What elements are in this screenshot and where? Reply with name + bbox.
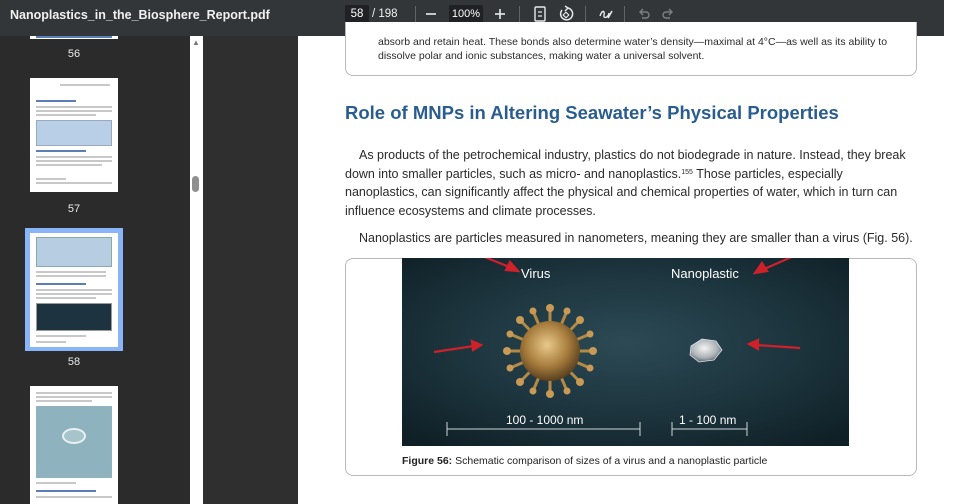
thumbnail-page-59[interactable] <box>30 386 118 504</box>
scale-label-nanoplastic: 1 - 100 nm <box>679 413 737 427</box>
figure-background <box>402 258 849 446</box>
rotate-button[interactable] <box>556 4 576 24</box>
fit-page-button[interactable] <box>530 4 550 24</box>
rotate-icon <box>556 4 576 24</box>
undo-icon <box>634 4 654 24</box>
thumbnail-label: 58 <box>67 356 81 368</box>
page-total: / 198 <box>372 8 398 20</box>
paragraph <box>345 229 917 248</box>
paragraph-text: As products of the petrochemical industry, plastics do not biodegrade in nature. Instead, they break down into smaller particles, such as micro- and nanoplastics. <box>345 148 906 181</box>
thumbnail-label: 57 <box>67 203 81 215</box>
reference-marker[interactable]: 155 <box>681 168 693 176</box>
thumbnail-page-56[interactable] <box>30 36 118 39</box>
draw-icon <box>596 4 616 24</box>
caption-label: Figure 56: <box>402 455 453 467</box>
viewer-background <box>203 36 298 504</box>
plus-icon <box>490 4 510 24</box>
sidebar-scrollbar-track[interactable] <box>190 36 203 504</box>
toolbar-divider <box>415 6 416 22</box>
scroll-up-arrow[interactable]: ▲ <box>192 38 200 47</box>
zoom-out-button[interactable] <box>421 4 441 24</box>
page-number-input[interactable]: 58 <box>345 5 369 23</box>
figure-caption <box>402 455 767 467</box>
draw-button[interactable] <box>596 4 616 24</box>
document-title: Nanoplastics_in_the_Biosphere_Report.pdf <box>10 8 270 22</box>
figure-virus-vs-nanoplastic <box>402 258 849 446</box>
sidebar-scrollbar-thumb[interactable] <box>192 176 199 192</box>
caption-text: Schematic comparison of sizes of a virus and a nanoplastic particle <box>452 455 768 467</box>
paragraph-text: Those particles, especially nanoplastics, can significantly affect the physical and chemical properties of water, which in turn can influence ecosystems and climate processes. <box>345 166 898 218</box>
thumbnail-page-58[interactable] <box>30 233 118 347</box>
paragraph-text: Nanoplastics are particles measured in nanometers, meaning they are smaller than a virus (Fig. 56). <box>359 231 913 245</box>
undo-button[interactable] <box>634 4 654 24</box>
info-box-text: absorb and retain heat. These bonds also determine water’s density—maximal at 4°C—as well as its ability to dissolve polar and ionic substances, making water a universal solvent. <box>378 36 888 62</box>
zoom-in-button[interactable] <box>490 4 510 24</box>
fit-page-icon <box>530 4 550 24</box>
right-margin <box>944 0 971 504</box>
toolbar-divider <box>585 6 586 22</box>
figure-label-virus: Virus <box>521 266 551 281</box>
toolbar-divider <box>624 6 625 22</box>
redo-icon <box>658 4 678 24</box>
minus-icon <box>421 4 441 24</box>
paragraph <box>345 146 917 220</box>
toolbar-divider <box>519 6 520 22</box>
thumbnail-label: 56 <box>67 48 81 60</box>
scale-label-virus: 100 - 1000 nm <box>506 413 584 427</box>
figure-label-nanoplastic: Nanoplastic <box>671 266 739 281</box>
redo-button[interactable] <box>658 4 678 24</box>
section-heading: Role of MNPs in Altering Seawater’s Physical Properties <box>345 102 839 123</box>
zoom-level-input[interactable]: 100% <box>449 5 483 23</box>
thumbnail-page-57[interactable] <box>30 78 118 192</box>
